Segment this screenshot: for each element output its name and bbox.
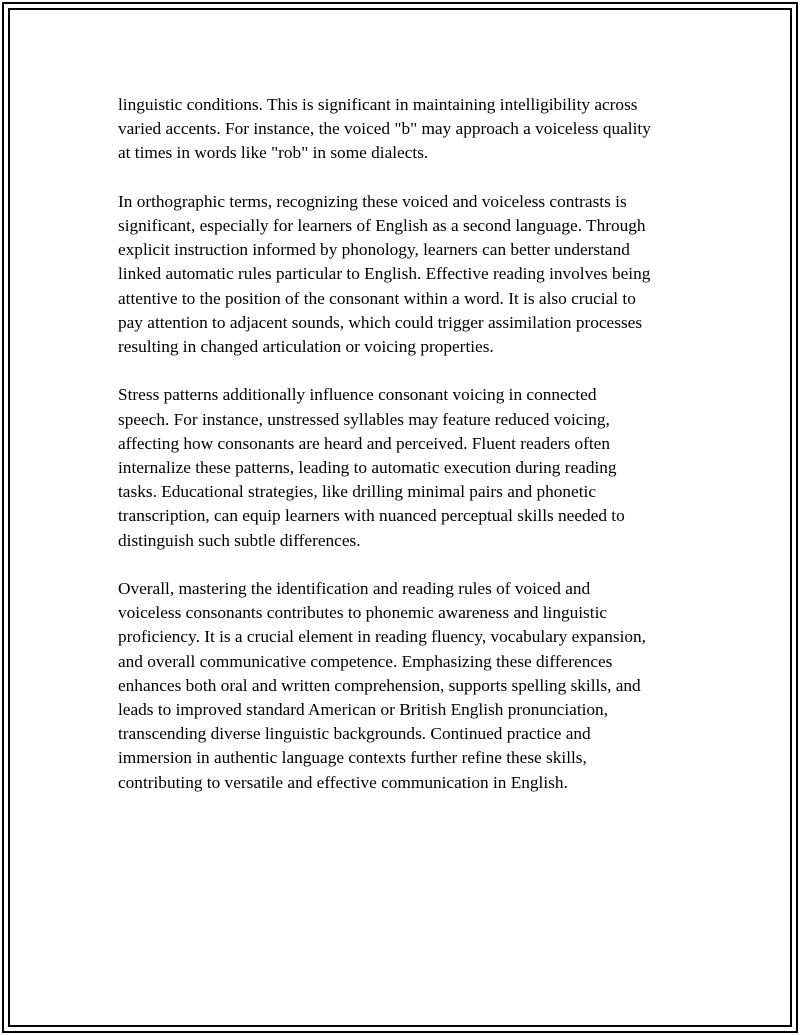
- paragraph-line: Stress patterns additionally influence consonant voicing in connected: [118, 385, 597, 405]
- paragraph-line: immersion in authentic language contexts further refine these skills,: [118, 748, 587, 768]
- paragraph-4: [118, 577, 696, 795]
- paragraph-line: internalize these patterns, leading to automatic execution during reading: [118, 458, 617, 478]
- paragraph-1: [118, 93, 696, 166]
- document-body: [118, 93, 696, 795]
- paragraph-line: at times in words like "rob" in some dialects.: [118, 143, 429, 163]
- paragraph-line: transcription, can equip learners with nuanced perceptual skills needed to: [118, 506, 625, 526]
- paragraph-line: transcending diverse linguistic backgrounds. Continued practice and: [118, 724, 591, 744]
- paragraph-3: [118, 383, 696, 552]
- paragraph-line: leads to improved standard American or British English pronunciation,: [118, 700, 609, 720]
- paragraph-line: contributing to versatile and effective communication in English.: [118, 772, 568, 792]
- paragraph-line: speech. For instance, unstressed syllables may feature reduced voicing,: [118, 409, 610, 429]
- paragraph-line: resulting in changed articulation or voicing properties.: [118, 337, 494, 357]
- paragraph-line: explicit instruction informed by phonology, learners can better understand: [118, 240, 630, 260]
- paragraph-line: distinguish such subtle differences.: [118, 530, 361, 550]
- paragraph-line: varied accents. For instance, the voiced "b" may approach a voiceless quality: [118, 119, 651, 139]
- paragraph-line: Overall, mastering the identification and reading rules of voiced and: [118, 579, 591, 599]
- paragraph-line: voiceless consonants contributes to phonemic awareness and linguistic: [118, 603, 608, 623]
- paragraph-line: affecting how consonants are heard and perceived. Fluent readers often: [118, 433, 610, 453]
- paragraph-line: pay attention to adjacent sounds, which could trigger assimilation processes: [118, 312, 643, 332]
- paragraph-line: proficiency. It is a crucial element in reading fluency, vocabulary expansion,: [118, 627, 646, 647]
- paragraph-line: tasks. Educational strategies, like drilling minimal pairs and phonetic: [118, 482, 597, 502]
- paragraph-line: and overall communicative competence. Emphasizing these differences: [118, 651, 613, 671]
- paragraph-line: attentive to the position of the consonant within a word. It is also crucial to: [118, 288, 636, 308]
- paragraph-line: linked automatic rules particular to English. Effective reading involves being: [118, 264, 651, 284]
- paragraph-line: enhances both oral and written comprehension, supports spelling skills, and: [118, 675, 641, 695]
- paragraph-line: significant, especially for learners of English as a second language. Through: [118, 216, 646, 235]
- paragraph-2: [118, 190, 696, 359]
- paragraph-line: In orthographic terms, recognizing these voiced and voiceless contrasts is: [118, 191, 627, 211]
- paragraph-line: linguistic conditions. This is significant in maintaining intelligibility across: [118, 95, 638, 114]
